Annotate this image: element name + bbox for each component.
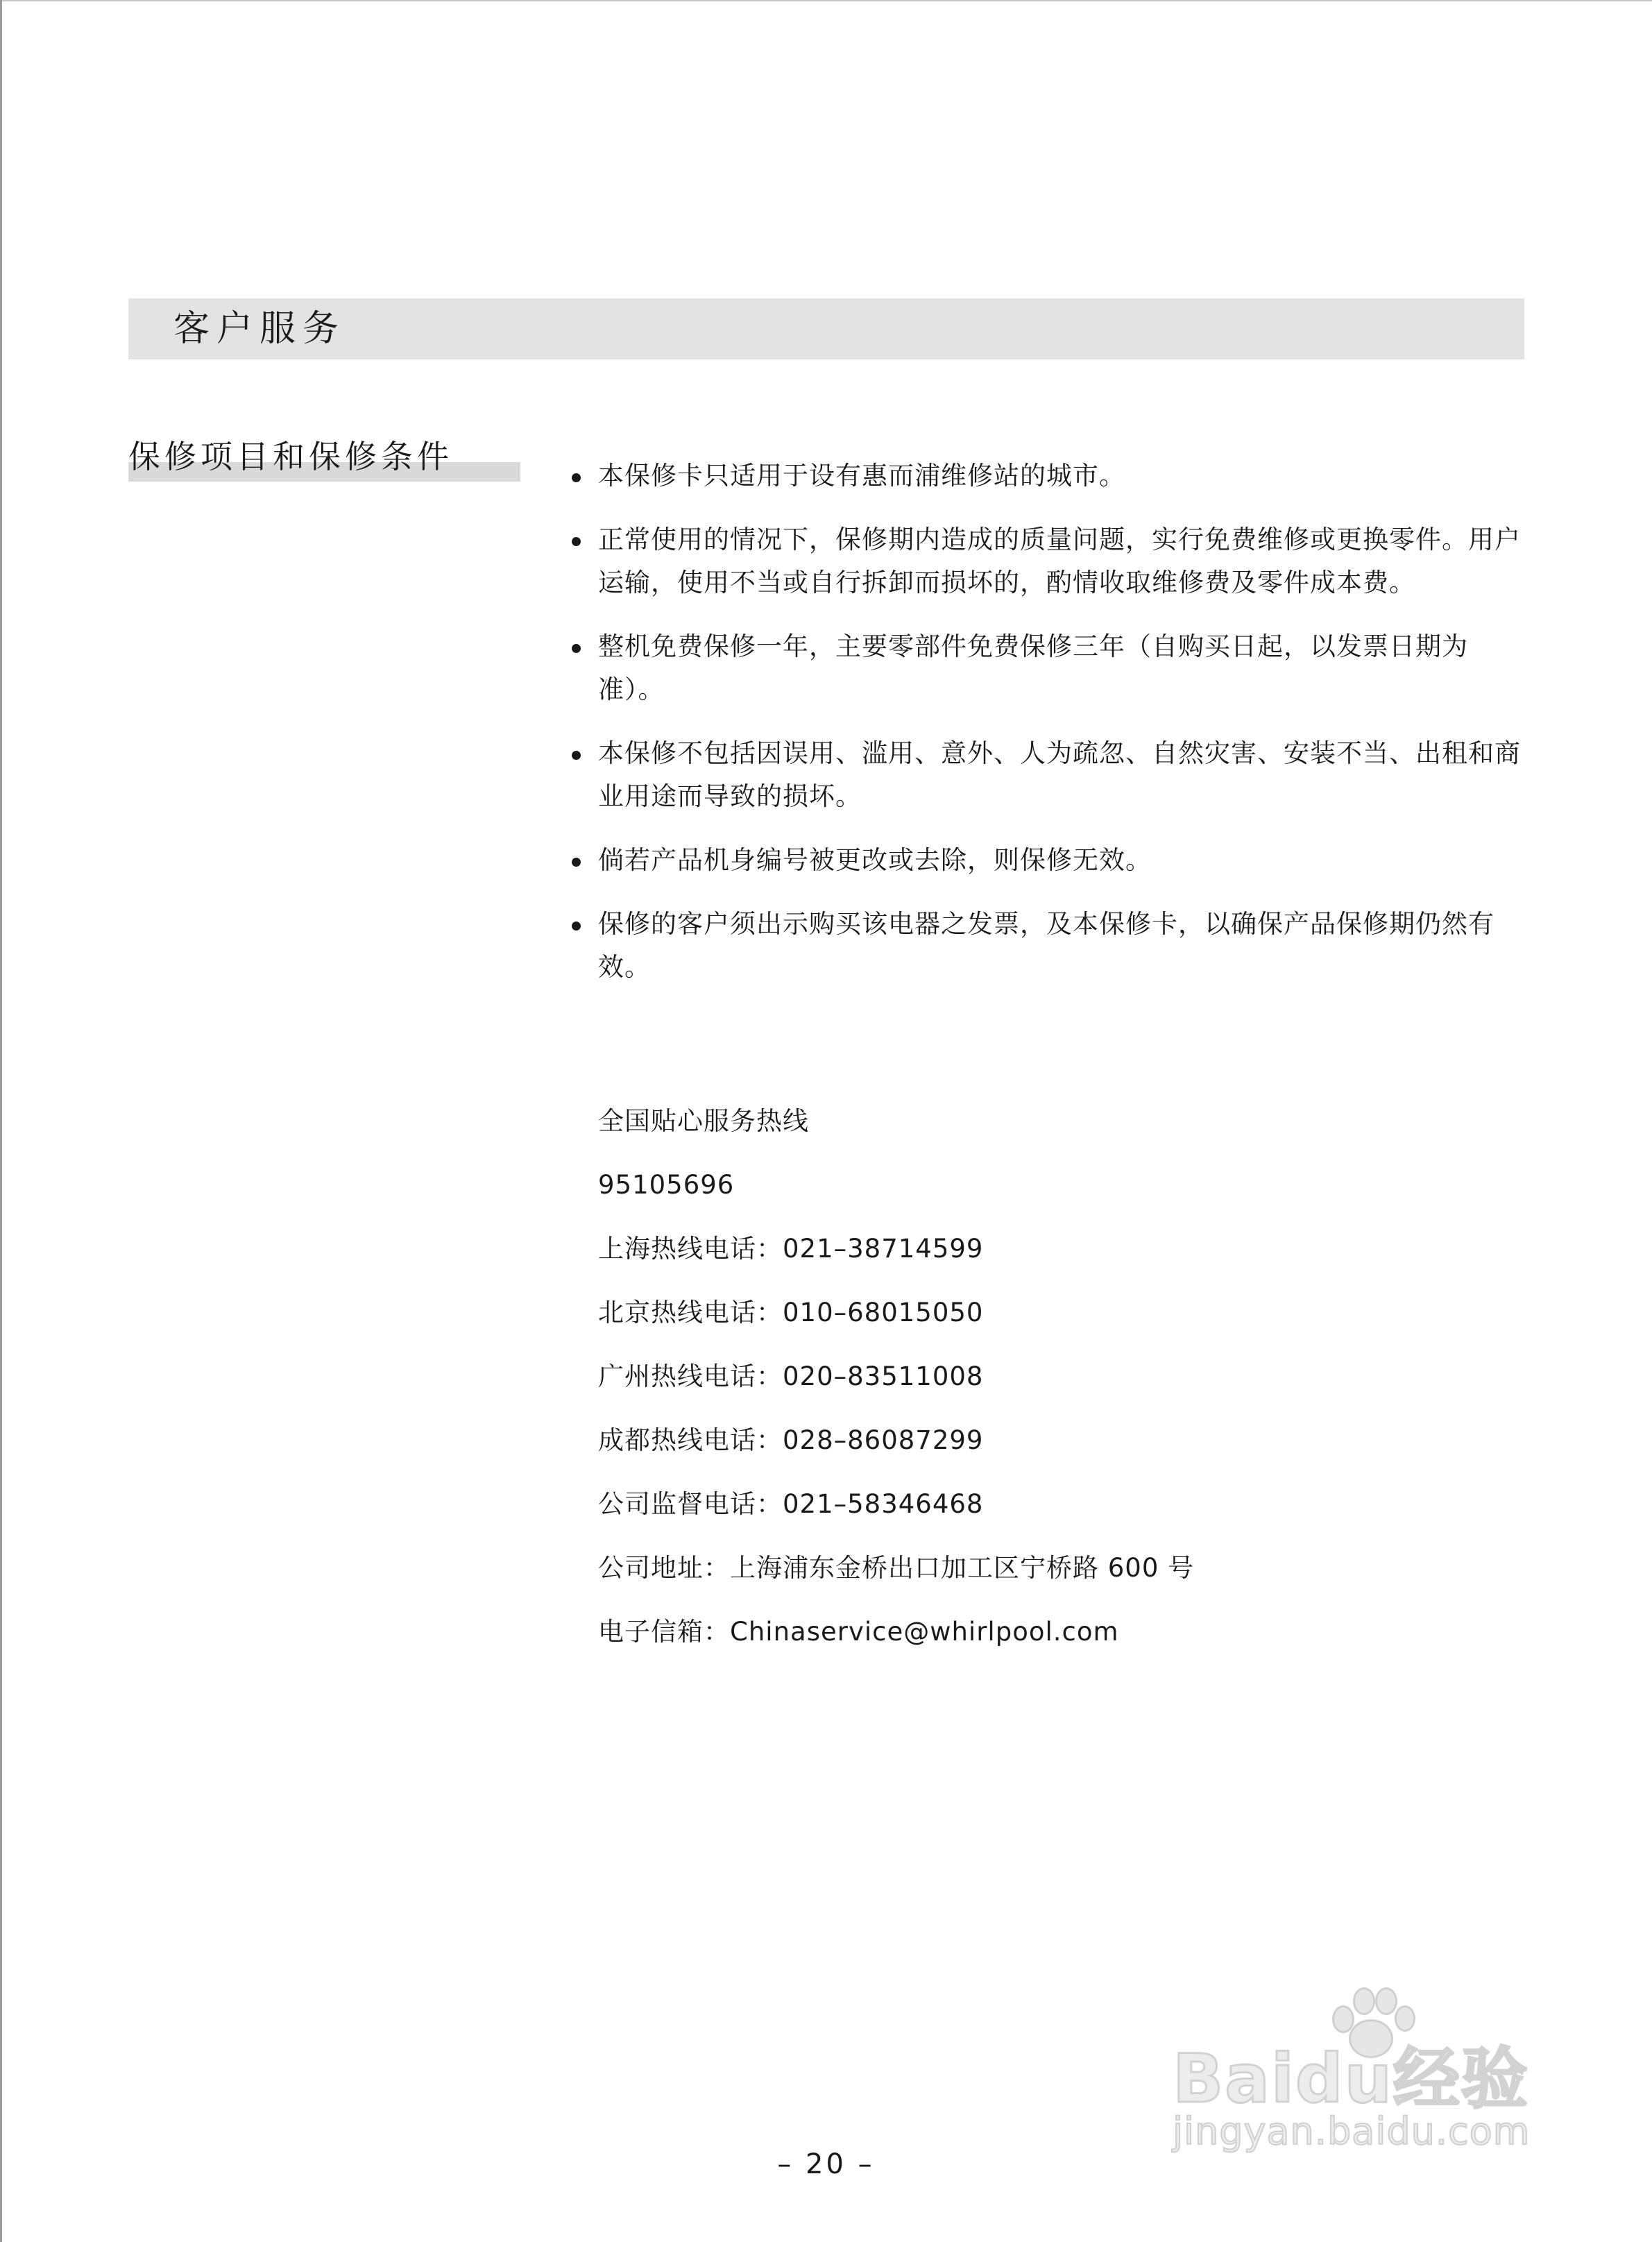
bullet-dot-icon (572, 751, 581, 760)
list-item (569, 518, 1526, 604)
page-border-left (0, 0, 2, 2242)
section-heading-label: 保修项目和保修条件 (128, 438, 453, 475)
bullet-dot-icon (572, 922, 581, 931)
chengdu-hotline: 成都热线电话：028–86087299 (598, 1425, 984, 1455)
beijing-hotline: 北京热线电话：010–68015050 (598, 1298, 984, 1327)
list-item (569, 903, 1526, 989)
company-email: 电子信箱：Chinaservice@whirlpool.com (598, 1617, 1119, 1647)
bullet-dot-icon (572, 858, 581, 867)
page-number: – 20 – (777, 2148, 875, 2180)
page-border-top (0, 0, 1652, 1)
company-address: 公司地址：上海浦东金桥出口加工区宁桥路 600 号 (598, 1553, 1195, 1583)
section-heading (128, 436, 520, 482)
bullet-dot-icon (572, 537, 581, 546)
guangzhou-hotline: 广州热线电话：020–83511008 (598, 1361, 984, 1391)
list-item (569, 455, 1526, 498)
contact-info (598, 1101, 1528, 1675)
hotline-label: 全国贴心服务热线 (598, 1106, 809, 1136)
shanghai-hotline: 上海热线电话：021–38714599 (598, 1234, 984, 1264)
watermark-brand: Baidu经验 (1173, 2040, 1529, 2118)
list-item (569, 839, 1526, 882)
warranty-terms-list (569, 455, 1526, 1010)
supervision-phone: 公司监督电话：021–58346468 (598, 1489, 984, 1519)
watermark-url: jingyan.baidu.com (1173, 2109, 1531, 2153)
list-item (569, 625, 1526, 711)
hotline-number: 95105696 (598, 1170, 735, 1200)
list-item-text: 本保修不包括因误用、滥用、意外、人为疏忽、自然灾害、安装不当、出租和商业用途而导致的损坏。 (598, 738, 1521, 811)
page-title: 客户服务 (173, 308, 346, 350)
title-bar (128, 298, 1524, 359)
bullet-dot-icon (572, 644, 581, 653)
bullet-dot-icon (572, 473, 581, 482)
list-item-text: 本保修卡只适用于设有惠而浦维修站的城市。 (598, 461, 1125, 491)
list-item-text: 整机免费保修一年，主要零部件免费保修三年（自购买日起，以发票日期为准）。 (598, 631, 1468, 704)
list-item-text: 倘若产品机身编号被更改或去除，则保修无效。 (598, 845, 1152, 875)
list-item (569, 732, 1526, 818)
list-item-text: 正常使用的情况下，保修期内造成的质量问题，实行免费维修或更换零件。用户运输，使用不当或自行拆卸而损坏的，酌情收取维修费及零件成本费。 (598, 525, 1521, 597)
list-item-text: 保修的客户须出示购买该电器之发票，及本保修卡，以确保产品保修期仍然有效。 (598, 909, 1495, 982)
baidu-watermark (1173, 1985, 1561, 2151)
